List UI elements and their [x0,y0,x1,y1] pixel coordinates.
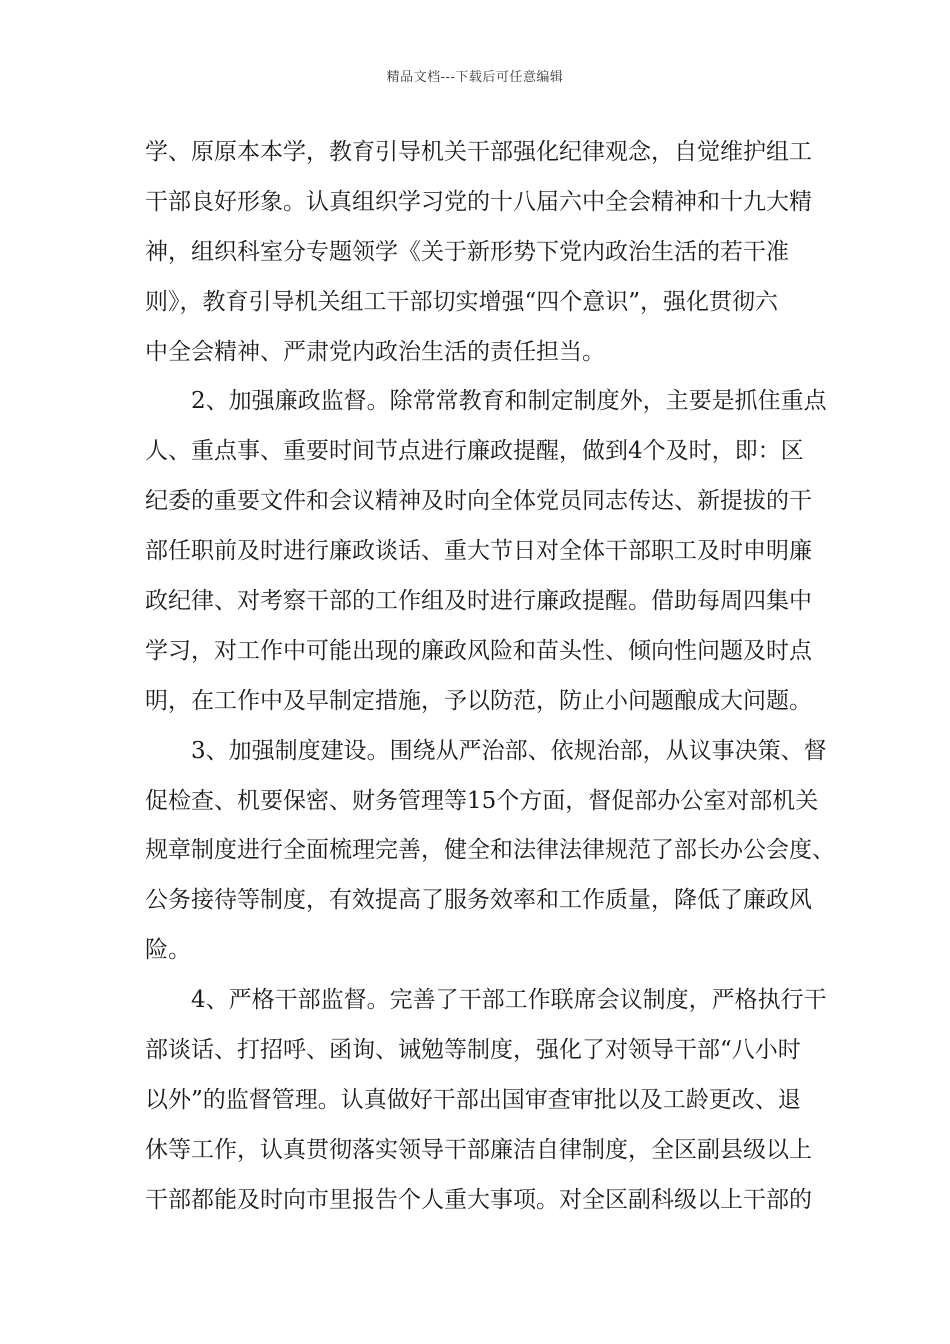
document-body [145,128,835,1226]
text-line: 部谈话、打招呼、函询、诫勉等制度，强化了对领导干部“八小时 [145,1037,801,1064]
text-line: 公务接待等制度，有效提高了服务效率和工作质量，降低了廉政风 [145,887,812,914]
text-line: 政纪律、对考察干部的工作组及时进行廉政提醒。借助每周四集中 [145,588,812,615]
text-line: 险。 [145,937,191,964]
text-line: 促检查、机要保密、财务管理等15个方面，督促部办公室对部机关 [145,787,819,814]
paragraph-2 [145,377,827,726]
text-line: 纪委的重要文件和会议精神及时向全体党员同志传达、新提拔的干 [145,488,812,515]
paragraph-1 [145,128,810,377]
text-line: 神，组织科室分专题领学《关于新形势下党内政治生活的若干准 [145,238,789,265]
text-line: 中全会精神、严肃党内政治生活的责任担当。 [145,338,605,365]
text-line: 3、加强制度建设。围绕从严治部、依规治部，从议事决策、督 [191,737,827,764]
text-line: 4、严格干部监督。完善了干部工作联席会议制度，严格执行干 [191,987,827,1014]
text-line: 以外”的监督管理。认真做好干部出国审查审批以及工龄更改、退 [145,1086,801,1113]
page-header: 精品文档---下载后可任意编辑 [386,70,564,85]
text-line: 学、原原本本学，教育引导机关干部强化纪律观念，自觉维护组工 [145,139,812,165]
text-line: 干部良好形象。认真组织学习党的十八届六中全会精神和十九大精 [145,188,812,215]
text-line: 则》，教育引导机关组工干部切实增强“四个意识”，强化贯彻六 [145,288,779,315]
text-line: 学习，对工作中可能出现的廉政风险和苗头性、倾向性问题及时点 [145,637,812,664]
text-line: 休等工作，认真贯彻落实领导干部廉洁自律制度，全区副县级以上 [145,1136,812,1163]
text-line: 干部都能及时向市里报告个人重大事项。对全区副科级以上干部的 [145,1186,812,1213]
paragraph-4 [145,976,827,1225]
text-line: 明，在工作中及早制定措施，予以防范，防止小问题酿成大问题。 [145,687,812,714]
paragraph-3 [145,727,835,976]
text-line: 人、重点事、重要时间节点进行廉政提醒，做到4个及时，即：区 [145,438,804,465]
text-line: 规章制度进行全面梳理完善，健全和法律法律规范了部长办公会度、 [145,837,835,864]
text-line: 部任职前及时进行廉政谈话、重大节日对全体干部职工及时申明廉 [145,538,812,565]
text-line: 2、加强廉政监督。除常常教育和制定制度外，主要是抓住重点 [191,388,827,415]
